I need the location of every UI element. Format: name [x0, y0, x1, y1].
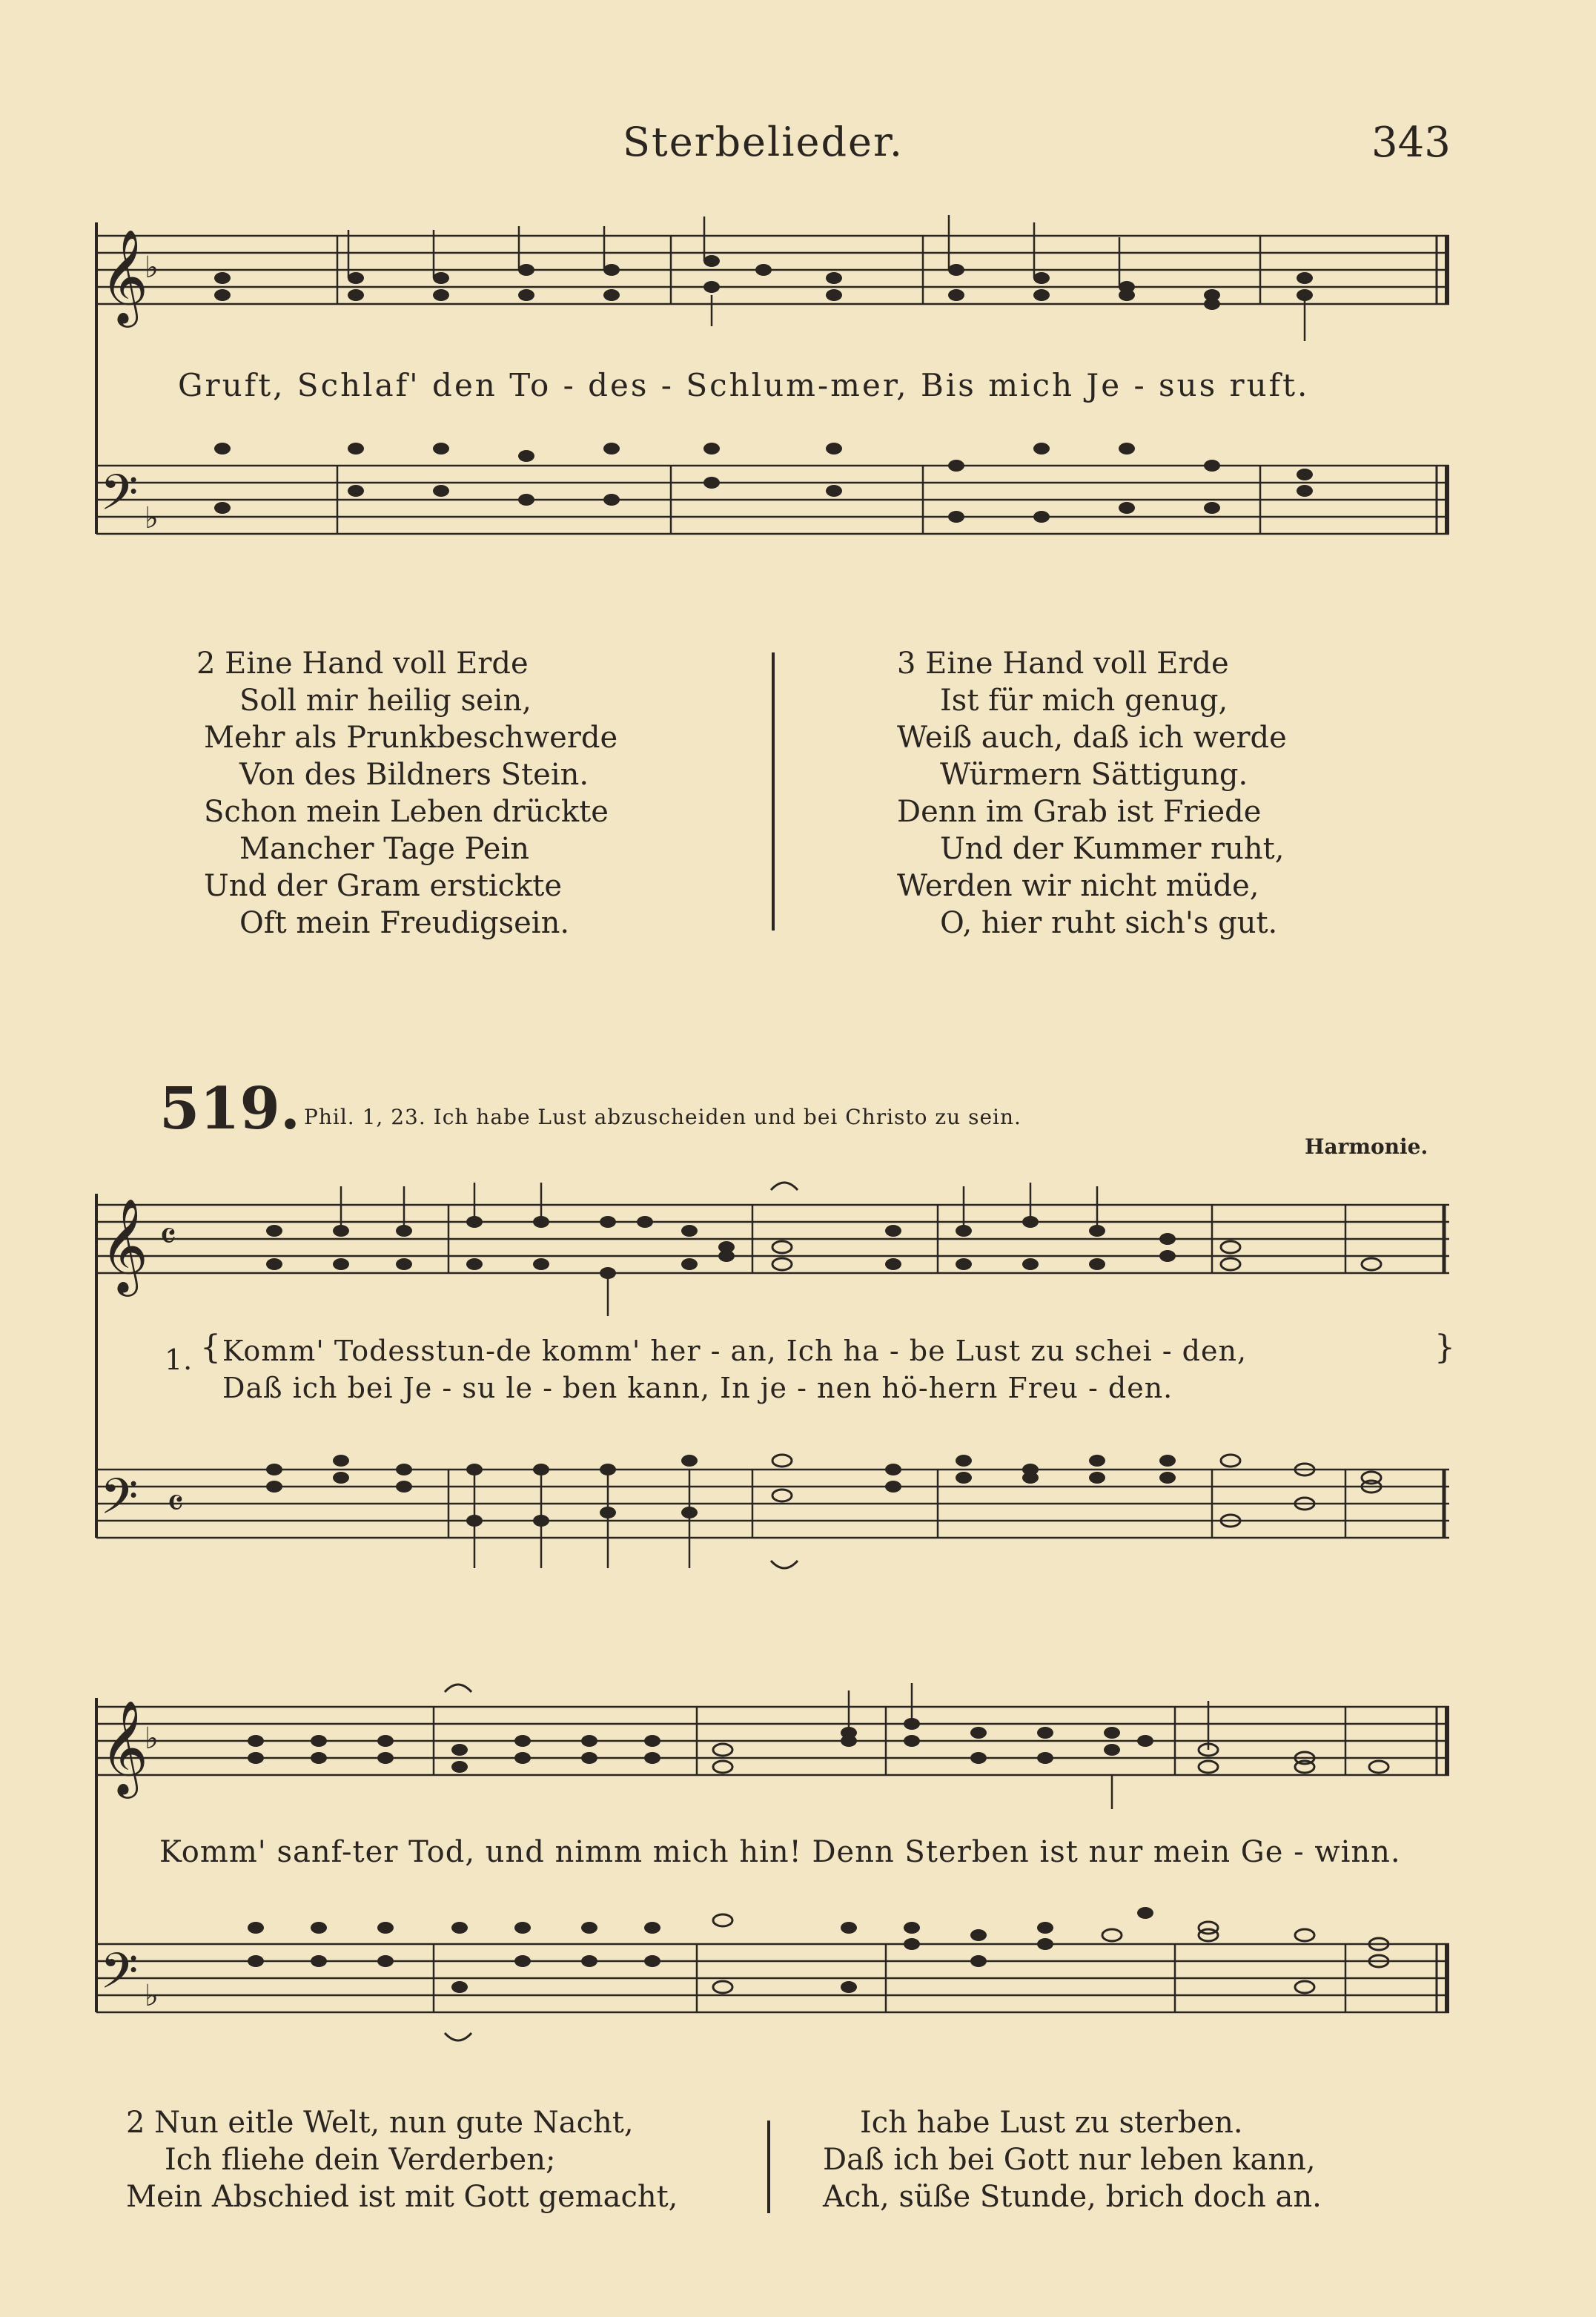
- flat-icon: ♭: [145, 1722, 159, 1756]
- hymn519-verse-2-left: [126, 2104, 678, 2215]
- verse-line: Mein Abschied ist mit Gott gemacht,: [126, 2180, 678, 2214]
- verse-line: Ist für mich genug,: [940, 684, 1228, 718]
- verse-line: Soll mir heilig sein,: [239, 684, 532, 718]
- hymn519-verse-2-right: [823, 2104, 1322, 2215]
- hymn-number: 519.: [159, 1075, 300, 1143]
- verse-line: Und der Kummer ruht,: [940, 832, 1285, 866]
- verse-line: Eine Hand voll Erde: [225, 647, 529, 681]
- treble-clef-icon: 𝄞: [100, 1699, 149, 1794]
- tune-label: Harmonie.: [1305, 1134, 1428, 1159]
- verse-line: Mehr als Prunkbeschwerde: [204, 721, 618, 755]
- hymn519-lyrics-line1: Komm' Todesstun-de komm' her - an, Ich ha - be Lust zu schei - den,: [222, 1335, 1248, 1367]
- common-time-icon: 𝄴: [167, 1481, 185, 1526]
- verse-number: 2: [196, 647, 216, 681]
- hymn519-lyrics-line3: Komm' sanf-ter Tod, und nimm mich hin! Denn Sterben ist nur mein Ge - winn.: [159, 1835, 1401, 1869]
- page-number: 343: [1371, 119, 1451, 167]
- verse-line: Würmern Sättigung.: [940, 758, 1248, 792]
- staff-treble-3: [96, 1707, 1449, 1775]
- verse-line: Weiß auch, daß ich werde: [897, 721, 1287, 755]
- verse-line: Mancher Tage Pein: [239, 832, 529, 866]
- bass-clef-icon: 𝄢: [100, 464, 139, 533]
- bass-clef-icon: 𝄢: [100, 1468, 139, 1537]
- verse-line: Oft mein Freudigsein.: [239, 906, 570, 940]
- common-time-icon: 𝄴: [159, 1214, 177, 1259]
- top-hymn-lyrics: Gruft, Schlaf' den To - des - Schlum-mer, Bis mich Je - sus ruft.: [178, 367, 1310, 403]
- treble-clef-icon: 𝄞: [100, 1197, 149, 1292]
- brace-right: }: [1434, 1329, 1455, 1366]
- bass-clef-icon: 𝄢: [100, 1943, 139, 2012]
- verse-line: Werden wir nicht müde,: [897, 869, 1259, 903]
- verse-number: 2: [126, 2106, 145, 2140]
- brace-left: {: [200, 1329, 221, 1366]
- top-hymn-verse-2: [196, 645, 617, 942]
- verse-number: 1.: [165, 1343, 193, 1376]
- verse-line: Ich fliehe dein Verderben;: [165, 2143, 556, 2177]
- verse-line: Schon mein Leben drückte: [204, 795, 609, 829]
- hymn519-lyrics-line2: Daß ich bei Je - su le - ben kann, In je - nen hö-hern Freu - den.: [222, 1372, 1173, 1404]
- treble-clef-icon: 𝄞: [100, 228, 149, 323]
- verse-line: Ach, süße Stunde, brich doch an.: [823, 2180, 1322, 2214]
- verse-number: 3: [897, 647, 916, 681]
- verse-line: Eine Hand voll Erde: [925, 647, 1229, 681]
- scripture-reference: Phil. 1, 23. Ich habe Lust abzuscheiden und bei Christo zu sein.: [304, 1105, 1021, 1129]
- flat-icon: ♭: [145, 251, 159, 285]
- staff-treble-1: [96, 236, 1449, 304]
- staff-bass-1: [96, 466, 1449, 534]
- flat-icon: ♭: [145, 501, 159, 535]
- verse-line: Und der Gram erstickte: [204, 869, 563, 903]
- verse-line: Ich habe Lust zu sterben.: [860, 2106, 1243, 2140]
- flat-icon: ♭: [145, 1979, 159, 2013]
- verse-line: Denn im Grab ist Friede: [897, 795, 1262, 829]
- verse-line: Von des Bildners Stein.: [239, 758, 589, 792]
- verse-line: Daß ich bei Gott nur leben kann,: [823, 2143, 1316, 2177]
- verse-line: O, hier ruht sich's gut.: [940, 906, 1278, 940]
- staff-bass-3: [96, 1944, 1449, 2012]
- verse-line: Nun eitle Welt, nun gute Nacht,: [154, 2106, 634, 2140]
- staff-bass-2: [96, 1470, 1449, 1538]
- top-hymn-verse-3: [897, 645, 1287, 942]
- running-title: Sterbelieder.: [623, 119, 904, 165]
